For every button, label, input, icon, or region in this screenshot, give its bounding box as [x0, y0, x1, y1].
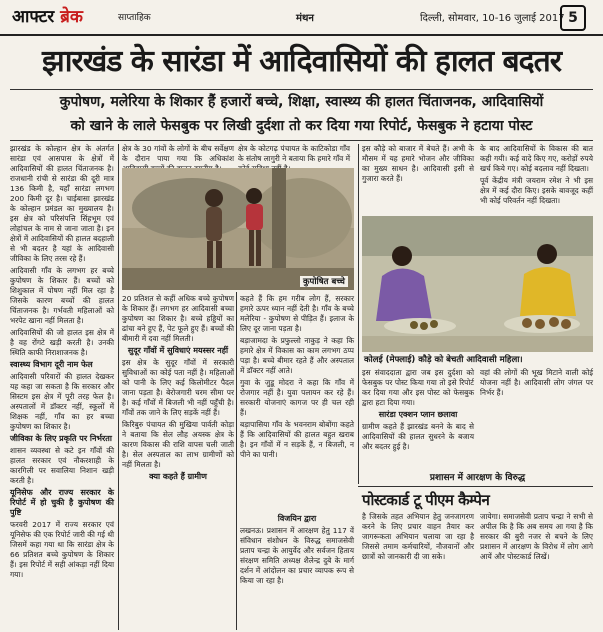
vendor-photo-illustration — [362, 216, 593, 352]
article-paragraph: झारखंड के कोल्हान क्षेत्र के अंतर्गत सारंडा एवं आसपास के क्षेत्रों में आदिवासियों की हालत चिंताजनक है। राजधानी रांची से सारंडा की दूरी मात्र 136 किमी है, यहाँ सारंडा लगभग 200 किमी दूर है। चाईबासा झारखंड के कोल्हान प्रमंडल का मुख्यालय है। इस क्षेत्र को परिसंपत्ति सिंहभूम एवं लोहांचल के नाम से जाना जाता है। इन क्षेत्रों में आदिवासियों की हालत बदहाली से भी बदतर है यहां के आदिवासी जीविका के लिए तरस रहे हैं। — [10, 144, 114, 263]
byline: विजयिन द्वारा — [277, 514, 317, 523]
article-paragraph: बड़ापासिया गाँव के भवनराम बोबोंगा कहते हैं कि आदिवासियों की हालत बहुत खराब है। इन गाँवों में न सड़कें हैं, न बिजली, न पीने का पानी। — [240, 420, 354, 459]
subheading: स्वास्थ्य विभाग दूरी नाम फेल — [10, 360, 93, 369]
article-paragraph: क्षेत्र के कोटगढ़ पंचायत के काटिकोडा गाँव के संतोष लागुरी ने बताया कि हमारे गाँव में — [238, 144, 351, 163]
article-paragraph: जायेगा। समाजसेवी प्रताप चन्द्रा ने सभी से अपील कि है कि अब समय आ गया है कि सरकार की बुरी नजर से बचने के लिए प्रशासन में आरक्षण के विरोध में लोग आगे आयें और पोस्टकार्ड लिखें। — [480, 512, 593, 561]
article-paragraph: लखनऊ। प्रशासन में आरक्षण हेतु 117 वें संविधान संशोधन के विरुद्ध समाजसेवी प्रताप चन्द्रा के आयुर्वेद और सर्वजन हिताय संरक्षण समिति अध्यक्ष शैलेन्द्र दुबे के मार्ग दर्शन में आंदोलन का प्रचार व्यापक रूप से किया जा रहा है। — [240, 526, 354, 585]
publication-frequency: साप्ताहिक — [118, 13, 151, 23]
column-divider — [236, 292, 237, 630]
article-paragraph: बड़ाजामदा के प्रफुल्लो नाकुड़ ने कहा कि हमारे क्षेत्र में विकास का काम लगभग ठप्प पड़ा है। बच्चे बीमार रहते हैं और अस्पताल में डॉक्टर नहीं आते। — [240, 336, 354, 375]
article-paragraph: आदिवासियों की जो हालत इस क्षेत्र में है वह रोंगटे खड़ी करती है। उनकी स्थिति काफी निराशाजनक है। — [10, 328, 114, 357]
page-number: 5 — [560, 5, 586, 31]
masthead — [0, 0, 603, 36]
box-column-3 — [480, 512, 593, 630]
box-column-1 — [240, 512, 354, 630]
photo-caption: कोलई (मेफ्लाई) कौड़े को बेचती आदिवासी महिला। — [364, 355, 523, 365]
column-divider — [358, 144, 359, 484]
article-column-2-top — [122, 144, 234, 166]
children-photo-illustration — [122, 168, 354, 290]
article-paragraph: आदिवासी परिवारों की हालत देखकर यह कहा जा सकता है कि सरकार और सिस्टम इस क्षेत्र में पूरी तरह फेल है। अस्पतालों में डॉक्टर नहीं, स्कूलों में शिक्षक नहीं, गाँव का हर बच्चा कुपोषण का शिकार है। — [10, 372, 114, 431]
article-paragraph: आदिवासी गाँव के लगभग हर बच्चे कुपोषण के शिकार हैं। बच्चों को शिशुकाल में पोषण नहीं मिल रहा है जिसके कारण बच्चों की हालत चिंताजनक है। गर्भवती महिलाओं को भरपेट खाना नहीं मिलता है। — [10, 266, 114, 325]
section-name: मंथन — [296, 13, 314, 24]
photo-malnourished-children — [122, 168, 354, 290]
dateline: दिल्ली, सोमवार, 10-16 जुलाई 2017 — [420, 13, 565, 24]
deck-line-1: कुपोषण, मलेरिया के शिकार हैं हजारों बच्चे, शिक्षा, स्वास्थ्य की हालत चिंताजनक, आदिवासियों — [59, 94, 544, 110]
deck-line-2: को खाने के लाले फेसबुक पर लिखी दुर्दशा तो कर दिया गया रिपोर्ट, फेसबुक ने हटाया पोस्ट — [70, 118, 533, 134]
article-column-2 — [122, 294, 234, 630]
article-column-5 — [480, 368, 593, 468]
article-paragraph: शासन व्यवस्था से कटे इन गाँवों की हालत सरकार एवं नौकरशाही के कारगिली पर सवालिया निशान खड़ी करती है। — [10, 446, 114, 485]
article-column-4-top — [362, 144, 474, 214]
subheading: जीविका के लिए प्रकृति पर निर्भरता — [10, 434, 112, 443]
photo-caption: कुपोषित बच्चे — [300, 276, 348, 287]
subheading: क्या कहते हैं ग्रामीण — [149, 472, 207, 481]
photo-tribal-woman-vendor — [362, 216, 593, 352]
article-column-4 — [362, 368, 474, 484]
article-column-3-top — [238, 144, 350, 166]
column-divider — [118, 144, 119, 630]
subheading: सारंडा एक्शन प्लान छलावा — [378, 410, 458, 419]
article-paragraph: 20 प्रतिशत से कहीं अधिक बच्चे कुपोषण के शिकार हैं। लगभग हर आदिवासी बच्चा कुपोषण का शिकार है। बच्चे हड्डियों का ढांचा बने हुए हैं, पेट फूले हुए हैं। बच्चों की बीमारी में दवा नहीं मिलती। — [122, 294, 234, 343]
sub-headline — [10, 89, 593, 141]
article-column-1 — [10, 144, 114, 630]
box-top-rule — [358, 486, 593, 487]
article-paragraph: वहां की लोगों की भूख मिटाने वाली कोई योजना नहीं है। आदिवासी लोग जंगल पर निर्भर हैं। — [480, 368, 593, 397]
article-paragraph: किरिबुरु पंचायत की मुखिया पार्वती कोड़ा ने बताया कि सेल लौह अयस्क क्षेत्र के कारण विकास की राशि वापस चली जाती है। सेल अस्पताल का लाभ ग्रामीणों को नहीं मिलता है। — [122, 420, 234, 469]
article-paragraph: है जिसके तहत अभियान हेतु जनजागरण करने के लिए प्रचार वाहन तैयार कर जागरूकता अभियान चलाया जा रहा है जिससे तमाम कर्मचारियों, नौजवानों और छात्रों को जानकारी दी जा सके। — [362, 512, 474, 561]
subheading: सुदूर गाँवों में सुविधाएं मयस्सर नहीं — [127, 346, 229, 355]
article-paragraph: ग्रामीण कहते हैं झारखंड बनने के बाद से आदिवासियों की हालत सुधरने के बजाय और बदतर हुई है। — [362, 422, 474, 451]
box-column-2 — [362, 512, 474, 630]
article-column-5-top — [480, 144, 593, 214]
article-paragraph: इस क्षेत्र के सुदूर गाँवों में सरकारी सुविधाओं का कोई पता नहीं है। महिलाओं को पानी के लिए कई किलोमीटर पैदल जाना पड़ता है। बेरोजगारी चरम सीमा पर है। कई गाँवों में बिजली भी नहीं पहुँची है। गाँवों तक जाने के लिए सड़कें नहीं हैं। — [122, 358, 234, 417]
subheading: यूनिसेफ और राज्य सरकार के रिपोर्ट में हो चुकी है कुपोषण की पुष्टि — [10, 488, 114, 517]
article-paragraph: के बाद आदिवासियों के विकास की बात कही गयी। कई वादे किए गए, करोड़ों रुपये खर्च किये गए। कोई बदलाव नहीं दिखता। — [480, 144, 593, 173]
box-kicker: प्रशासन में आरक्षण के विरुद्ध — [429, 473, 526, 483]
article-paragraph: इस कौड़े को बाजार में बेचते हैं। अभी के मौसम में यह हमारे भोजन और जीविका का मुख्य साधन है। आदिवासी इसी से गुजारा करते हैं। — [362, 144, 474, 183]
article-paragraph: फरवरी 2017 में राज्य सरकार एवं यूनिसेफ की एक रिपोर्ट जारी की गई थी जिसमें कहा गया था कि सारंडा क्षेत्र के 66 प्रतिशत बच्चे कुपोषण के शिकार हैं। इस रिपोर्ट में सही आंकड़ा नहीं दिया गया। — [10, 520, 114, 579]
article-paragraph: गुवा के जुडू मोदरा ने कहा कि गाँव में रोजगार नहीं है। युवा पलायन कर रहे हैं। सरकारी योजनाएं कागज पर ही चल रही हैं। — [240, 378, 354, 417]
main-headline: झारखंड के सारंडा में आदिवासियों की हालत बदतर — [42, 44, 561, 79]
article-paragraph: कहते हैं कि हम गरीब लोग हैं, सरकार हमारे ऊपर ध्यान नहीं देती है। गाँव के बच्चे मलेरिया - कुपोषण से पीड़ित हैं। इलाज के लिए दूर जाना पड़ता है। — [240, 294, 354, 333]
publication-logo: आफ्टर ब्रेक — [12, 7, 83, 27]
article-paragraph: पूर्व केंद्रीय मंत्री जयराम रमेश ने भी इस क्षेत्र में कई दौरा किए। इसके बावजूद कहीं भी कोई परिवर्तन नहीं दिखता। — [480, 176, 593, 205]
box-headline: पोस्टकार्ड टू पीएम कैम्पेन — [362, 491, 490, 509]
article-paragraph: इस संवाददाता द्वारा जब इस दुर्दशा को फेसबुक पर पोस्ट किया गया तो इसे रिपोर्ट कर दिया गया और इस पोस्ट को फेसबुक द्वारा हटा दिया गया। — [362, 368, 474, 407]
article-paragraph: क्षेत्र के 30 गांवों के लोगों के बीच सर्वेक्षण के दौरान पाया गया कि अधिकांश — [122, 144, 234, 163]
